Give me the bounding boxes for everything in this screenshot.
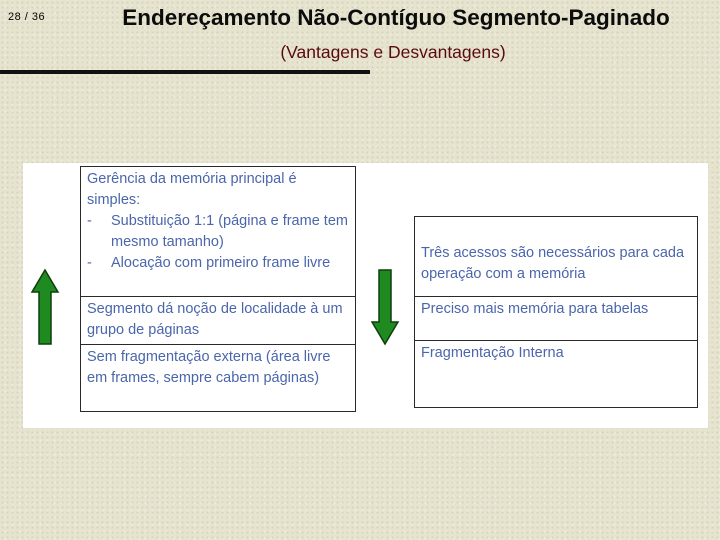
advantage-sub-list bbox=[87, 211, 350, 274]
advantage-cell-memory-management bbox=[81, 167, 356, 297]
title-divider bbox=[0, 70, 370, 74]
list-item-text: Substituição 1:1 (página e frame tem mesmo tamanho) bbox=[111, 213, 348, 250]
page-title: Endereçamento Não-Contíguo Segmento-Paginado bbox=[122, 5, 670, 30]
table-row bbox=[81, 297, 356, 345]
disadvantage-cell-table-memory: Preciso mais memória para tabelas bbox=[415, 297, 698, 341]
list-dash: - bbox=[87, 255, 92, 271]
disadvantage-cell-internal-fragmentation: Fragmentação Interna bbox=[415, 341, 698, 408]
list-dash: - bbox=[87, 213, 92, 229]
table-row bbox=[81, 345, 356, 412]
table-row bbox=[81, 167, 356, 297]
list-item-text: Alocação com primeiro frame livre bbox=[111, 255, 331, 271]
table-row bbox=[415, 341, 698, 408]
list-item bbox=[87, 211, 350, 253]
slide-number: 28 / 36 bbox=[8, 11, 46, 23]
page-subtitle: (Vantagens e Desvantagens) bbox=[280, 42, 506, 62]
advantages-table bbox=[80, 166, 356, 412]
advantage-text: Gerência da memória principal é simples: bbox=[87, 171, 297, 208]
advantage-cell-locality: Segmento dá noção de localidade à um grupo de páginas bbox=[81, 297, 356, 345]
down-arrow-icon bbox=[370, 268, 400, 346]
table-row bbox=[415, 217, 698, 297]
disadvantage-cell-three-accesses: Três acessos são necessários para cada operação com a memória bbox=[415, 217, 698, 297]
up-arrow-icon bbox=[30, 268, 60, 346]
list-item bbox=[87, 253, 350, 274]
disadvantages-table bbox=[414, 216, 698, 408]
advantage-cell-no-external-fragmentation: Sem fragmentação externa (área livre em frames, sempre cabem páginas) bbox=[81, 345, 356, 412]
table-row bbox=[415, 297, 698, 341]
